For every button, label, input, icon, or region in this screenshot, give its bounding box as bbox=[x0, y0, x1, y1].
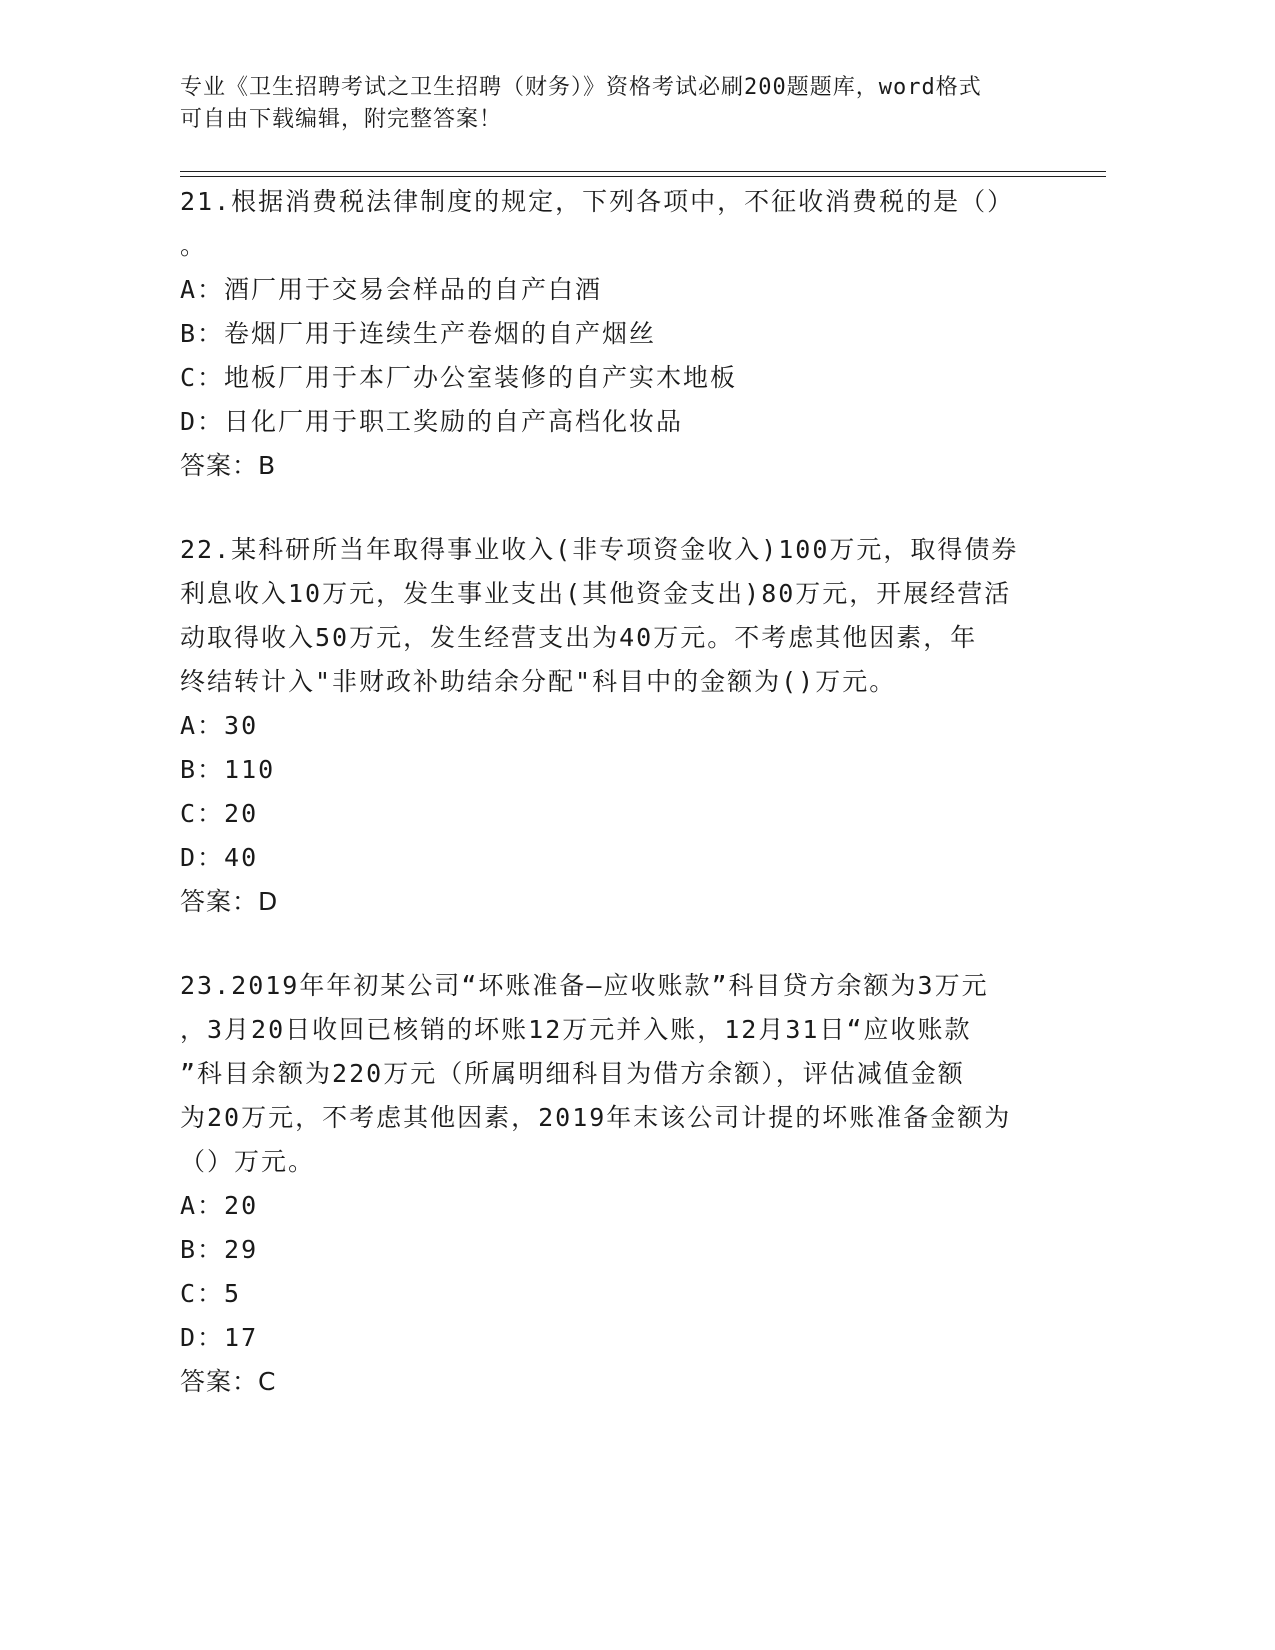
answer-line: 答案：C bbox=[180, 1367, 277, 1396]
question-stem-line: ，3月20日收回已核销的坏账12万元并入账，12月31日“应收账款 bbox=[180, 1015, 972, 1044]
option-a: A：酒厂用于交易会样品的自产白酒 bbox=[180, 275, 603, 304]
option-d: D：17 bbox=[180, 1323, 259, 1352]
header-line-2: 可自由下载编辑，附完整答案！ bbox=[180, 107, 503, 132]
option-d: D：40 bbox=[180, 843, 259, 872]
option-a: A：20 bbox=[180, 1191, 259, 1220]
option-b: B：110 bbox=[180, 755, 276, 784]
header-divider-top bbox=[180, 171, 1106, 172]
question-22 bbox=[180, 528, 1040, 924]
option-d: D：日化厂用于职工奖励的自产高档化妆品 bbox=[180, 407, 684, 436]
question-stem-line: 为20万元，不考虑其他因素，2019年末该公司计提的坏账准备金额为 bbox=[180, 1103, 1012, 1132]
answer-line: 答案：B bbox=[180, 451, 277, 480]
question-stem-line: ”科目余额为220万元（所属明细科目为借方余额），评估减值金额 bbox=[180, 1059, 965, 1088]
question-stem-line: （）万元。 bbox=[180, 1147, 316, 1176]
option-b: B：29 bbox=[180, 1235, 259, 1264]
header-divider-bottom bbox=[180, 176, 1106, 177]
question-23 bbox=[180, 964, 1040, 1404]
document-header bbox=[180, 72, 1040, 136]
question-stem-line: 。 bbox=[180, 231, 208, 260]
answer-line: 答案：D bbox=[180, 887, 279, 916]
question-stem-line: 利息收入10万元，发生事业支出(其他资金支出)80万元，开展经营活 bbox=[180, 579, 1012, 608]
question-stem-line: 23.2019年年初某公司“坏账准备—应收账款”科目贷方余额为3万元 bbox=[180, 971, 989, 1000]
header-line-1: 专业《卫生招聘考试之卫生招聘（财务）》资格考试必刷200题题库，word格式 bbox=[180, 75, 982, 100]
option-c: C：5 bbox=[180, 1279, 242, 1308]
option-c: C：地板厂用于本厂办公室装修的自产实木地板 bbox=[180, 363, 738, 392]
question-stem-line: 21.根据消费税法律制度的规定，下列各项中，不征收消费税的是（） bbox=[180, 187, 1015, 216]
option-c: C：20 bbox=[180, 799, 259, 828]
question-21 bbox=[180, 180, 1040, 488]
question-stem-line: 动取得收入50万元，发生经营支出为40万元。不考虑其他因素，年 bbox=[180, 623, 978, 652]
question-stem-line: 22.某科研所当年取得事业收入(非专项资金收入)100万元，取得债券 bbox=[180, 535, 1019, 564]
option-b: B：卷烟厂用于连续生产卷烟的自产烟丝 bbox=[180, 319, 657, 348]
question-stem-line: 终结转计入"非财政补助结余分配"科目中的金额为()万元。 bbox=[180, 667, 897, 696]
option-a: A：30 bbox=[180, 711, 259, 740]
